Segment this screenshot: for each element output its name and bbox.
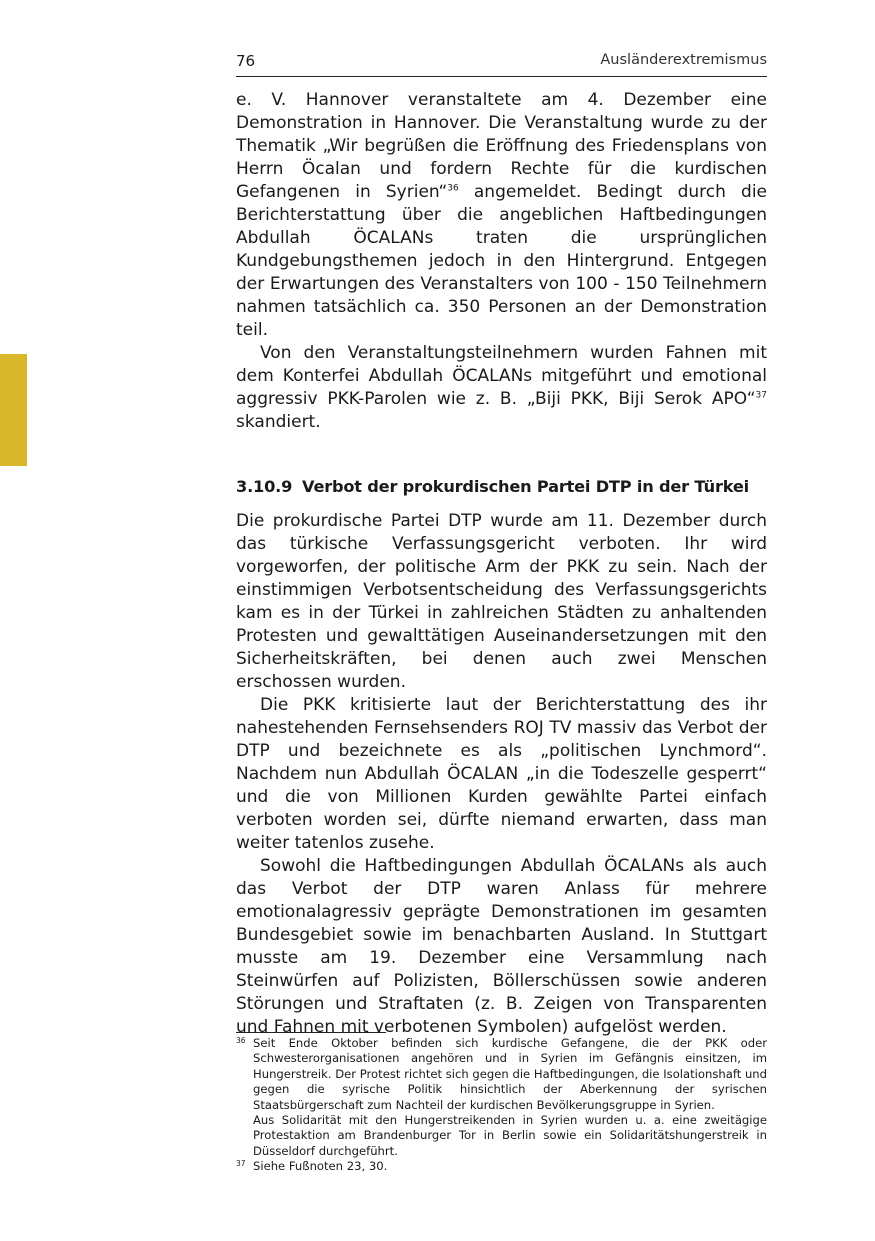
main-text [236,89,767,1039]
footnote-36 [236,1036,767,1159]
footnote-text: Aus Solidarität mit den Hungerstreikenden in Syrien wurden u. a. eine zweitägige Protestaktion am Brandenburger Tor in Berlin sowie ein Solidaritätshungerstreik in Düsseldorf durchgeführt. [253,1113,767,1158]
paragraph-flags-slogans: Von den Veranstaltungsteilnehmern wurden Fahnen mit dem Konterfei Abdullah ÖCALANs mitgeführt und emotional aggressiv PKK-Parolen wie z. B. „Biji PKK, Biji Serok APO“$^{37}$ skandiert. [236,343,767,432]
paragraph-hannover-demo: e. V. Hannover veranstaltete am 4. Dezember eine Demonstration in Hannover. Die Veranstaltung wurde zu der Thematik „Wir begrüßen die Eröffnung des Friedensplans von Herrn Öcalan und fordern Rechte für die kurdischen Gefangenen in Syrien“$^{36}$ angemeldet. Bedingt durch die Berichterstattung über die angeblichen Haftbedingungen Abdullah ÖCALANs traten die ursprünglichen Kundgebungsthemen jedoch in den Hintergrund. Entgegen der Erwartungen des Veranstalters von 100 - 150 Teilnehmern nahmen tatsächlich ca. 350 Personen an der Demonstration teil. [236,90,768,340]
running-title: Ausländerextremismus [600,52,767,68]
footnote-text: Siehe Fußnoten 23, 30. [253,1159,388,1174]
page-number: 76 [236,52,256,70]
paragraph-demonstrations: Sowohl die Haftbedingungen Abdullah ÖCALANs als auch das Verbot der DTP waren Anlass für mehrere emotionalagressiv geprägte Demonstrationen im gesamten Bundesgebiet sowie im benachbarten Ausland. In Stuttgart musste am 19. Dezember eine Versammlung nach Steinwürfen auf Polizisten, Böllerschüssen sowie anderen Störungen und Straftaten (z. B. Zeigen von Transparenten und Fahnen mit verbotenen Symbolen) aufgelöst werden. [236,856,767,1037]
running-header [236,50,767,77]
footnote-37 [236,1159,767,1174]
footnote-ref-37[interactable]: 37 [755,390,767,401]
paragraph-pkk-criticism: Die PKK kritisierte laut der Berichterstattung des ihr nahestehenden Fernsehsenders ROJ TV massiv das Verbot der DTP und bezeichnete es als „politischen Lynchmord“. Nachdem nun Abdullah ÖCALAN „in die Todeszelle gesperrt“ und die von Millionen Kurden gewählte Partei einfach verboten worden sei, dürfte niemand erwarten, dass man weiter tatenlos zusehe. [236,695,767,853]
footnote-mark: 36 [236,1036,246,1045]
footnote-mark: 37 [236,1159,246,1169]
chapter-marker-tab [0,354,27,466]
section-number: 3.10.9 [236,477,293,496]
section-title: Verbot der prokurdischen Partei DTP in der Türkei [302,477,750,496]
footnote-text: Seit Ende Oktober befinden sich kurdische Gefangene, die der PKK oder Schwesterorganisationen angehören und in Syrien im Gefängnis einsitzen, im Hungerstreik. Der Protest richtet sich gegen die Haftbedingungen, die Isolationshaft und gegen die syrische Politik hinsichtlich der Aberkennung der syrischen Staatsbürgerschaft zum Nachteil der kurdischen Bevölkerungsgruppe in Syrien. [253,1036,767,1112]
paragraph-dtp-ban: Die prokurdische Partei DTP wurde am 11. Dezember durch das türkische Verfassungsgericht verboten. Ihr wird vorgeworfen, der politische Arm der PKK zu sein. Nach der einstimmigen Verbotsentscheidung des Verfassungsgerichts kam es in der Türkei in zahlreichen Städten zu anhaltenden Protesten und gewalttätigen Auseinandersetzungen mit den Sicherheitskräften, bei denen auch zwei Menschen erschossen wurden. [236,511,767,692]
footnote-separator [236,1032,386,1033]
section-heading [236,475,767,498]
footnotes [236,1036,767,1175]
footnote-ref-36[interactable]: 36 [447,183,459,194]
